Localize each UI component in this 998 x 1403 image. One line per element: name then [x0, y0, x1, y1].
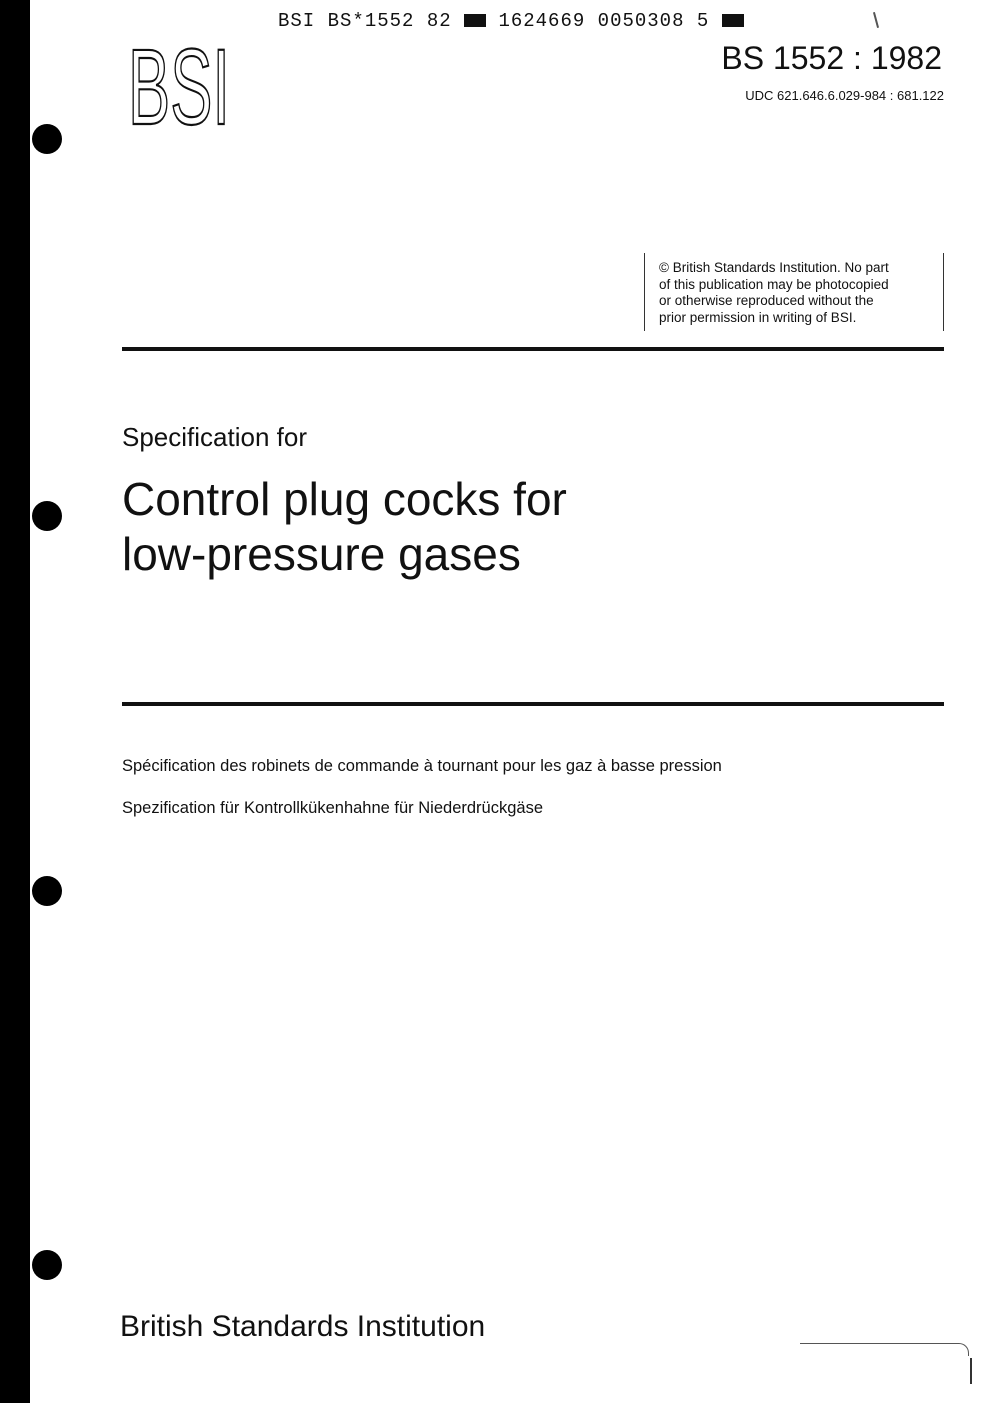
- punch-hole: [32, 124, 62, 154]
- copyright-line: or otherwise reproduced without the: [659, 293, 874, 308]
- copyright-line: © British Standards Institution. No part: [659, 260, 889, 275]
- scan-header-number: 1624669 0050308 5: [498, 10, 710, 32]
- divider-rule: [122, 702, 944, 706]
- standard-number: BS 1552 : 1982: [721, 40, 942, 76]
- copyright-line: prior permission in writing of BSI.: [659, 309, 857, 325]
- corner-crop-mark: [800, 1343, 969, 1356]
- svg-text:BSI: BSI: [128, 26, 230, 147]
- redaction-block: [722, 14, 744, 27]
- title-line: Control plug cocks for: [122, 473, 567, 525]
- punch-hole: [32, 876, 62, 906]
- copyright-box: [644, 253, 944, 331]
- scan-header-code: BSI BS*1552 82: [278, 10, 452, 32]
- udc-code: UDC 621.646.6.029-984 : 681.122: [745, 88, 944, 103]
- divider-rule: [122, 347, 944, 351]
- corner-tick-mark: [970, 1358, 972, 1384]
- redaction-block: [464, 14, 486, 27]
- title-prefix: Specification for: [122, 422, 307, 452]
- title-line: low-pressure gases: [122, 528, 521, 580]
- document-title: [122, 472, 567, 582]
- french-title: Spécification des robinets de commande à tournant pour les gaz à basse pression: [122, 757, 722, 775]
- scan-tick-mark: [873, 12, 879, 28]
- scan-left-edge: [0, 0, 30, 1403]
- punch-hole: [32, 501, 62, 531]
- german-title: Spezification für Kontrollkükenhahne für Niederdrückgäse: [122, 799, 543, 817]
- scan-header: [278, 10, 744, 32]
- bsi-logo: [126, 26, 232, 147]
- punch-hole: [32, 1250, 62, 1280]
- publisher-name: British Standards Institution: [120, 1310, 486, 1343]
- copyright-line: of this publication may be photocopied: [659, 276, 889, 292]
